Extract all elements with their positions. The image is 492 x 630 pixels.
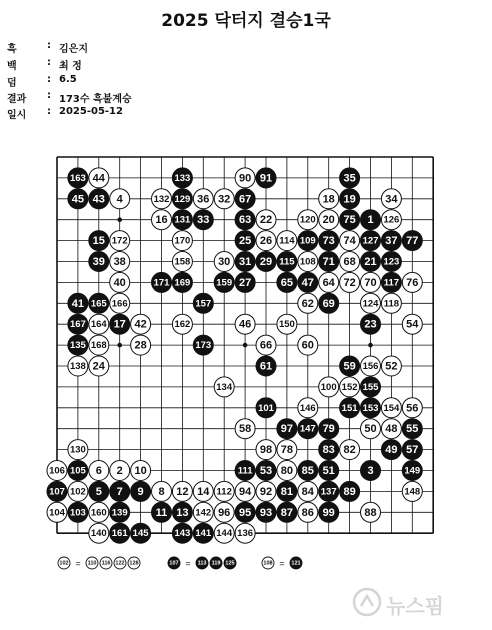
info-value: 173수 흑불계승 <box>59 94 132 105</box>
stone-move-number: 129 <box>174 193 191 205</box>
stone-move-number: 21 <box>364 256 377 268</box>
stone-move-number: 8 <box>158 485 165 498</box>
stone-move-number: 47 <box>301 276 314 289</box>
stone-move-number: 2 <box>116 465 123 477</box>
stone-move-number: 103 <box>69 507 86 519</box>
stone-move-number: 166 <box>111 298 128 310</box>
stone-move-number: 145 <box>132 528 149 540</box>
stone-move-number: 98 <box>259 444 273 457</box>
stone-move-number: 105 <box>69 465 86 477</box>
stone-move-number: 159 <box>216 277 233 289</box>
legend-black-stone <box>210 557 222 569</box>
legend-black-stone <box>290 557 302 569</box>
stone-move-number: 24 <box>92 360 105 373</box>
info-colon: : <box>47 57 51 68</box>
info-label: 덤 <box>7 78 17 89</box>
stone-move-number: 140 <box>90 528 107 540</box>
info-label: 결과 <box>7 94 27 105</box>
stone-move-number: 117 <box>383 277 400 289</box>
stone-move-number: 87 <box>280 506 294 519</box>
stone-move-number: 139 <box>111 507 128 519</box>
stone-move-number: 92 <box>259 485 273 498</box>
stone-move-number: 114 <box>279 235 295 247</box>
stone-move-number: 99 <box>322 506 335 519</box>
stone-move-number: 33 <box>197 214 210 227</box>
stone-move-number: 40 <box>113 276 126 289</box>
stone-move-number: 11 <box>155 506 168 519</box>
info-value: 6.5 <box>59 74 77 85</box>
stone-move-number: 127 <box>362 235 379 247</box>
stone-move-number: 68 <box>343 256 356 268</box>
stone-move-number: 31 <box>238 256 252 268</box>
stone-move-number: 43 <box>92 193 105 206</box>
stone-move-number: 20 <box>322 214 335 227</box>
info-label: 흑 <box>7 44 17 55</box>
stone-move-number: 158 <box>174 256 191 268</box>
stone-move-number: 141 <box>195 528 212 540</box>
stone-move-number: 71 <box>322 256 335 268</box>
legend-move-number: 122 <box>115 560 125 567</box>
legend-move-number: 102 <box>59 560 69 567</box>
stone-move-number: 73 <box>322 235 335 248</box>
stone-move-number: 156 <box>362 361 379 372</box>
stone-move-number: 134 <box>216 381 233 393</box>
stone-move-number: 150 <box>278 319 295 331</box>
watermark <box>352 585 472 621</box>
stone-move-number: 84 <box>301 485 314 498</box>
stone-move-number: 142 <box>195 507 212 519</box>
stone-move-number: 102 <box>69 486 86 498</box>
page-title: 2025 닥터지 결승1국 <box>161 11 331 31</box>
stone-move-number: 48 <box>385 423 398 436</box>
stone-move-number: 75 <box>343 214 356 227</box>
stone-move-number: 143 <box>174 528 191 540</box>
stone-move-number: 131 <box>174 214 191 226</box>
stone-move-number: 171 <box>153 277 170 289</box>
stone-move-number: 46 <box>238 318 252 331</box>
stone-move-number: 5 <box>95 485 102 498</box>
stone-move-number: 57 <box>406 444 419 457</box>
stone-move-number: 23 <box>364 318 377 331</box>
legend-white-stone <box>100 557 112 569</box>
stone-move-number: 26 <box>259 235 273 248</box>
stone-move-number: 91 <box>259 172 273 185</box>
stone-move-number: 144 <box>216 528 233 540</box>
legend-white-stone <box>114 557 126 569</box>
stone-move-number: 168 <box>90 340 107 352</box>
stone-move-number: 34 <box>385 193 398 206</box>
stone-move-number: 76 <box>406 276 419 289</box>
stone-move-number: 70 <box>364 276 377 289</box>
stone-move-number: 66 <box>259 339 273 352</box>
stone-move-number: 51 <box>322 465 335 477</box>
stone-move-number: 78 <box>280 444 294 457</box>
stone-move-number: 67 <box>238 193 252 206</box>
stone-move-number: 153 <box>362 402 379 414</box>
stone-move-number: 53 <box>259 465 273 477</box>
stone-move-number: 9 <box>137 485 144 498</box>
legend-black-stone <box>224 557 236 569</box>
legend-move-number: 128 <box>129 560 139 567</box>
stone-move-number: 19 <box>343 193 356 206</box>
stone-move-number: 36 <box>197 193 210 206</box>
stone-move-number: 93 <box>259 506 273 519</box>
stone-move-number: 164 <box>90 319 107 331</box>
stone-move-number: 173 <box>195 340 212 352</box>
stone-move-number: 74 <box>343 235 356 248</box>
info-colon: : <box>47 74 51 85</box>
stone-move-number: 12 <box>176 485 189 498</box>
stone-move-number: 157 <box>195 298 212 310</box>
legend-white-stone <box>58 557 70 569</box>
stone-move-number: 107 <box>49 486 65 498</box>
stone-move-number: 149 <box>404 465 421 477</box>
stone-move-number: 136 <box>237 528 254 540</box>
stone-move-number: 37 <box>385 235 398 248</box>
stone-move-number: 65 <box>280 276 294 289</box>
stone-move-number: 148 <box>404 486 421 498</box>
info-value: 최 정 <box>59 61 82 72</box>
stone-move-number: 161 <box>111 528 128 540</box>
stone-move-number: 97 <box>280 423 294 436</box>
stone-move-number: 44 <box>92 172 105 185</box>
stone-move-number: 135 <box>69 340 86 352</box>
stone-move-number: 111 <box>237 465 253 477</box>
legend-move-number: 119 <box>211 560 221 567</box>
stone-move-number: 138 <box>69 361 86 372</box>
info-value: 2025-05-12 <box>59 106 123 117</box>
stone-move-number: 79 <box>322 423 335 436</box>
stone-move-number: 101 <box>258 402 274 414</box>
stone-move-number: 22 <box>259 214 273 227</box>
stone-move-number: 106 <box>49 465 65 477</box>
stone-move-number: 167 <box>69 319 86 331</box>
stone-move-number: 90 <box>238 172 252 185</box>
stone-move-number: 30 <box>218 256 231 268</box>
stone-move-number: 39 <box>92 256 105 268</box>
stone-move-number: 52 <box>385 360 398 373</box>
stone-move-number: 14 <box>197 485 210 498</box>
stone-move-number: 151 <box>341 402 358 414</box>
stone-move-number: 49 <box>385 444 398 457</box>
stone-move-number: 28 <box>134 339 147 352</box>
stone-move-number: 56 <box>406 402 419 415</box>
stone-move-number: 60 <box>301 339 314 352</box>
stone-move-number: 17 <box>113 318 126 331</box>
stone-move-number: 50 <box>364 423 377 436</box>
stone-move-number: 112 <box>216 486 232 498</box>
stone-move-number: 154 <box>383 402 400 414</box>
stone-move-number: 162 <box>174 319 191 331</box>
stone-move-number: 15 <box>92 235 105 248</box>
stone-move-number: 170 <box>174 235 191 247</box>
stone-move-number: 169 <box>174 277 191 289</box>
stone-move-number: 133 <box>174 172 191 184</box>
stone-move-number: 10 <box>134 465 147 477</box>
stone-move-number: 126 <box>383 214 400 226</box>
stone-move-number: 104 <box>49 507 65 519</box>
stone-move-number: 35 <box>343 172 356 185</box>
stone-move-number: 7 <box>116 485 123 498</box>
stone-move-number: 83 <box>322 444 335 457</box>
legend-move-number: 125 <box>225 560 235 567</box>
stone-move-number: 63 <box>238 214 252 227</box>
stone-move-number: 3 <box>367 465 374 477</box>
info-colon: : <box>47 40 51 51</box>
legend-move-number: 110 <box>87 560 97 567</box>
legend-black-stone <box>196 557 208 569</box>
stone-move-number: 41 <box>71 297 85 310</box>
legend-equals: = <box>279 558 285 569</box>
legend-move-number: 108 <box>263 560 273 567</box>
stone-move-number: 160 <box>90 507 107 519</box>
legend-black-stone <box>168 557 180 569</box>
stone-move-number: 94 <box>238 485 252 498</box>
stone-move-number: 120 <box>299 214 316 226</box>
stone-move-number: 13 <box>176 506 189 519</box>
watermark-text: 뉴스핌 <box>386 594 444 618</box>
stone-move-number: 6 <box>95 465 102 477</box>
legend-move-number: 113 <box>197 560 207 567</box>
info-value: 김은지 <box>59 44 88 55</box>
stone-move-number: 72 <box>343 276 356 289</box>
info-colon: : <box>47 106 51 117</box>
stone-move-number: 42 <box>134 318 147 331</box>
legend-white-stone <box>128 557 140 569</box>
stone-move-number: 38 <box>113 256 126 268</box>
legend-equals: = <box>185 558 191 569</box>
stone-move-number: 64 <box>322 276 335 289</box>
stone-move-number: 45 <box>71 193 85 206</box>
stone-move-number: 109 <box>299 235 316 247</box>
stone-move-number: 1 <box>367 214 374 227</box>
stone-move-number: 165 <box>90 298 107 310</box>
stone-move-number: 29 <box>259 256 273 268</box>
stone-move-number: 86 <box>301 506 314 519</box>
legend-move-number: 116 <box>101 560 111 567</box>
stone-move-number: 155 <box>362 381 379 393</box>
stone-move-number: 147 <box>299 423 316 435</box>
legend-move-number: 107 <box>169 560 179 567</box>
stone-move-number: 59 <box>343 360 356 373</box>
info-label: 백 <box>7 61 17 72</box>
stone-move-number: 96 <box>218 506 231 519</box>
stone-move-number: 100 <box>320 381 337 393</box>
stone-move-number: 58 <box>238 423 252 436</box>
stone-move-number: 62 <box>301 297 314 310</box>
stone-move-number: 118 <box>383 298 400 310</box>
info-colon: : <box>47 90 51 101</box>
stone-move-number: 132 <box>153 193 170 205</box>
stone-move-number: 124 <box>362 298 379 310</box>
stone-move-number: 77 <box>406 235 419 248</box>
stone-move-number: 115 <box>279 256 295 268</box>
stone-move-number: 18 <box>322 193 335 206</box>
stone-move-number: 172 <box>111 235 128 247</box>
stone-move-number: 25 <box>238 235 252 248</box>
stone-move-number: 123 <box>383 256 400 268</box>
stone-move-number: 16 <box>155 214 168 227</box>
stone-move-number: 95 <box>238 506 252 519</box>
legend-white-stone <box>262 557 274 569</box>
stone-move-number: 130 <box>69 444 86 456</box>
stone-move-number: 82 <box>343 444 356 457</box>
stone-move-number: 108 <box>299 256 316 268</box>
stone-move-number: 61 <box>259 360 273 373</box>
stone-move-number: 69 <box>322 297 335 310</box>
stone-move-number: 163 <box>69 172 86 184</box>
stone-move-number: 55 <box>406 423 419 436</box>
stone-move-number: 137 <box>320 486 337 498</box>
stone-move-number: 54 <box>406 318 419 331</box>
stone-move-number: 152 <box>341 381 358 393</box>
stone-move-number: 80 <box>280 465 294 477</box>
newspim-logo-icon <box>352 587 382 617</box>
stone-move-number: 85 <box>301 465 314 477</box>
legend-move-number: 121 <box>291 560 301 567</box>
stone-move-number: 89 <box>343 485 356 498</box>
stone-move-number: 4 <box>116 193 123 206</box>
stone-move-number: 146 <box>299 402 316 414</box>
stone-move-number: 88 <box>364 506 377 519</box>
info-label: 일시 <box>7 110 27 121</box>
stone-move-number: 81 <box>280 485 294 498</box>
legend-white-stone <box>86 557 98 569</box>
legend-equals: = <box>75 558 81 569</box>
stone-move-number: 27 <box>238 276 252 289</box>
stone-move-number: 32 <box>218 193 231 206</box>
